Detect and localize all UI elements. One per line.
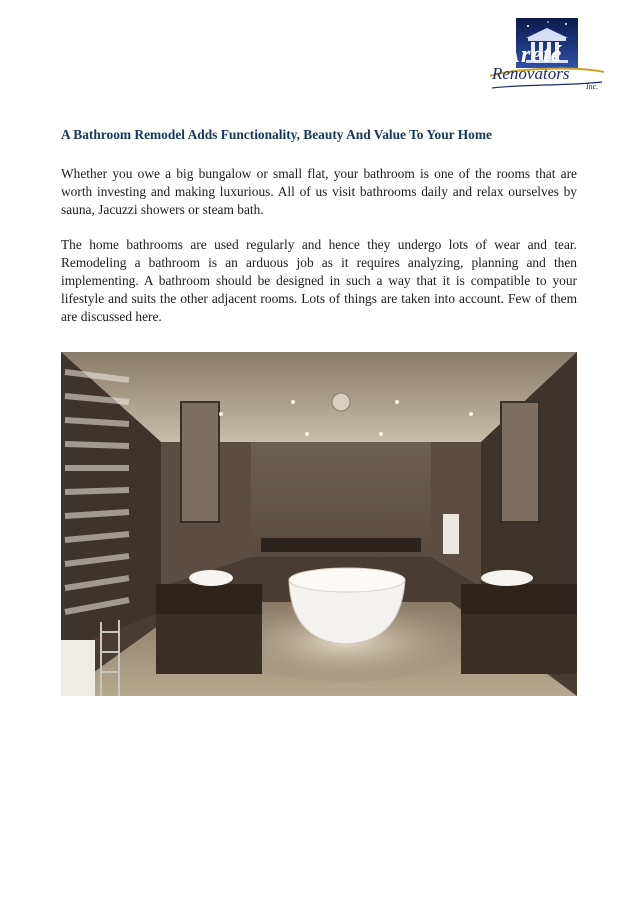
- logo-wordmark: Areté: [504, 42, 563, 68]
- article-paragraph-2: The home bathrooms are used regularly and hence they undergo lots of wear and tear. Remodeling a bathroom is an arduous job as it requires analyzing, planning and then implementing. A bathroom should be designed in such a way that it is compatible to your lifestyle and suits the other adjacent rooms. Lots of things are taken into account. Few of them are discussed here.: [61, 237, 577, 324]
- article-body: [61, 126, 577, 343]
- arete-renovators-logo: [486, 16, 608, 94]
- article-paragraph-1: Whether you owe a big bungalow or small flat, your bathroom is one of the rooms that are worth investing and making luxurious. All of us visit bathrooms daily and relax ourselves by sauna, Jacuzzi showers or steam bath.: [61, 166, 577, 217]
- logo-inc-text: Inc.: [586, 82, 599, 91]
- article-title: A Bathroom Remodel Adds Functionality, Beauty And Value To Your Home: [61, 127, 492, 142]
- bathroom-photo: [61, 352, 577, 696]
- logo-script-text: Renovators: [492, 64, 570, 83]
